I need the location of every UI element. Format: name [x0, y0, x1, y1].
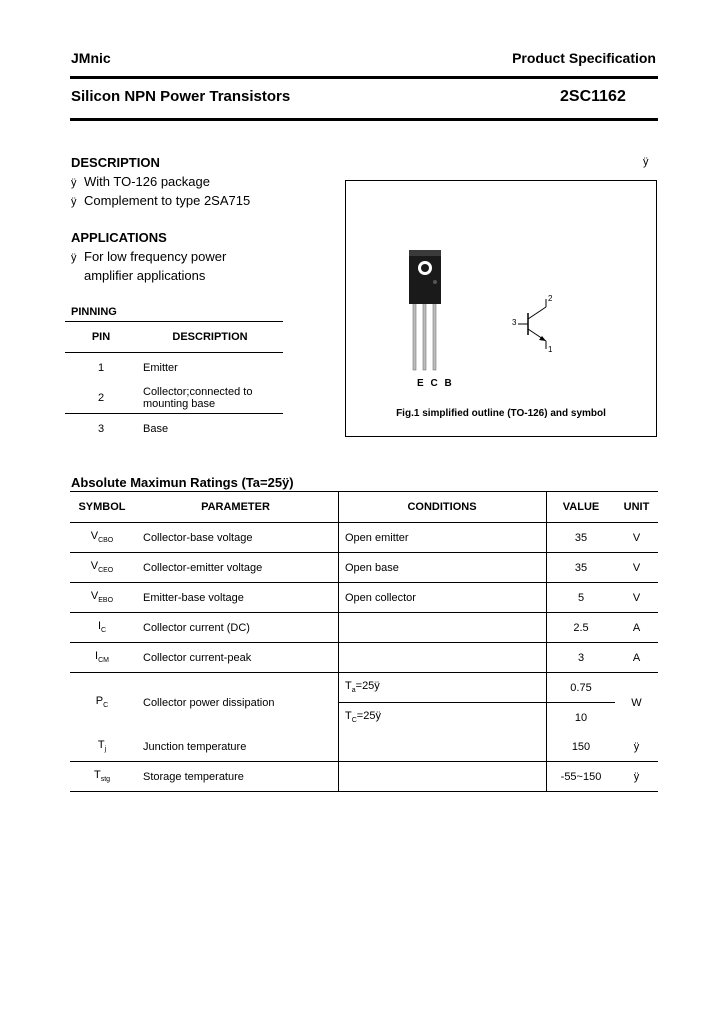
table-row [70, 553, 658, 583]
value-cell: 2.5 [547, 613, 616, 643]
table-row [65, 353, 283, 384]
table-row [65, 383, 283, 414]
column-header: CONDITIONS [339, 492, 547, 523]
conditions-cell: $T_a=25ÿ$ [339, 673, 547, 703]
table-row [70, 583, 658, 613]
npn-symbol-icon [510, 293, 560, 355]
parameter-cell: Collector-base voltage [134, 523, 339, 553]
unit-cell: W [631, 696, 642, 709]
product-line-title: Silicon NPN Power Transistors [71, 88, 291, 105]
table-row [70, 732, 658, 762]
bullet-mark: ÿ [71, 177, 77, 189]
table-row [70, 523, 658, 553]
applications-item-text: For low frequency power [84, 249, 227, 264]
bullet-mark: ÿ [71, 252, 77, 264]
parameter-cell: Collector-emitter voltage [134, 553, 339, 583]
title-rule [70, 118, 658, 121]
value-cell: 10 [547, 703, 616, 733]
pin-description: Base [143, 423, 169, 435]
figure-box [345, 180, 657, 437]
value-cell: 150 [547, 732, 616, 762]
description-item-text: With TO-126 package [84, 174, 210, 189]
unit-cell: A [615, 613, 658, 643]
symbol-cell: $V_{CBO}$ [70, 523, 134, 553]
table-row [65, 414, 283, 445]
table-row [70, 613, 658, 643]
description-item-text: Complement to type 2SA715 [84, 193, 251, 208]
pinning-table [65, 321, 283, 444]
pin-description: Emitter [143, 362, 178, 374]
conditions-cell: Open base [339, 553, 547, 583]
document-type: Product Specification [512, 50, 656, 66]
conditions-cell [339, 732, 547, 762]
symbol-cell: $V_{CEO}$ [70, 553, 134, 583]
pin-number: 1 [97, 362, 105, 374]
parameter-cell: Collector current (DC) [134, 613, 339, 643]
column-header: DESCRIPTION [137, 322, 283, 353]
unit-cell: A [615, 643, 658, 673]
symbol-cell: $I_C$ [70, 613, 134, 643]
value-cell: 35 [547, 523, 616, 553]
symbol-cell: $T_{stg}$ [70, 762, 134, 792]
conditions-cell: Open emitter [339, 523, 547, 553]
value-cell: -55~150 [547, 762, 616, 792]
applications-item [71, 249, 226, 264]
column-header: PIN [65, 322, 137, 353]
applications-heading: APPLICATIONS [71, 230, 167, 245]
value-cell: 35 [547, 553, 616, 583]
column-header: SYMBOL [70, 492, 134, 523]
table-row [70, 643, 658, 673]
ratings-heading: Absolute Maximun Ratings (Ta=25ÿ) [71, 475, 294, 490]
corner-mark: ÿ [643, 156, 649, 168]
symbol-cell: $I_{CM}$ [70, 643, 134, 673]
conditions-cell: Open collector [339, 583, 547, 613]
conditions-cell: $T_C=25ÿ$ [339, 703, 547, 733]
pin-number: 3 [97, 423, 105, 435]
parameter-cell: Collector current-peak [134, 643, 339, 673]
unit-cell: V [615, 553, 658, 583]
ratings-table [70, 491, 658, 792]
pinning-heading: PINNING [71, 306, 117, 318]
symbol-cell: $P_C$ [95, 695, 109, 710]
symbol-cell: $T_j$ [70, 732, 134, 762]
description-item [71, 193, 250, 208]
parameter-cell: Junction temperature [134, 732, 339, 762]
column-header: UNIT [615, 492, 658, 523]
parameter-cell: Collector power dissipation [143, 696, 275, 709]
description-item [71, 174, 210, 189]
table-header-row [70, 492, 658, 523]
value-cell: 3 [547, 643, 616, 673]
table-row [70, 673, 658, 703]
conditions-cell [339, 643, 547, 673]
conditions-cell [339, 613, 547, 643]
pin-description: Collector;connected to mounting base [137, 383, 283, 414]
pin-number: 2 [65, 383, 137, 414]
value-cell: 5 [547, 583, 616, 613]
base-label: 3 [512, 318, 517, 327]
description-heading: DESCRIPTION [71, 155, 160, 170]
collector-label: 2 [548, 294, 553, 303]
brand-name: JMnic [71, 50, 111, 66]
applications-item: amplifier applications [84, 268, 206, 283]
unit-cell: ÿ [615, 732, 658, 762]
part-number: 2SC1162 [560, 88, 626, 105]
symbol-cell: $V_{EBO}$ [70, 583, 134, 613]
figure-caption: Fig.1 simplified outline (TO-126) and symbol [396, 408, 606, 419]
value-cell: 0.75 [547, 673, 616, 703]
table-header-row [65, 322, 283, 353]
column-header: VALUE [547, 492, 616, 523]
parameter-cell: Storage temperature [134, 762, 339, 792]
to126-package-image [401, 246, 451, 376]
unit-cell: V [615, 523, 658, 553]
header-rule [70, 76, 658, 79]
pin-letters: E C B [417, 378, 454, 389]
unit-cell: V [615, 583, 658, 613]
parameter-cell: Emitter-base voltage [134, 583, 339, 613]
bullet-mark: ÿ [71, 196, 77, 208]
unit-cell: ÿ [615, 762, 658, 792]
column-header: PARAMETER [134, 492, 339, 523]
table-row [70, 762, 658, 792]
conditions-cell [339, 762, 547, 792]
emitter-label: 1 [548, 345, 553, 354]
